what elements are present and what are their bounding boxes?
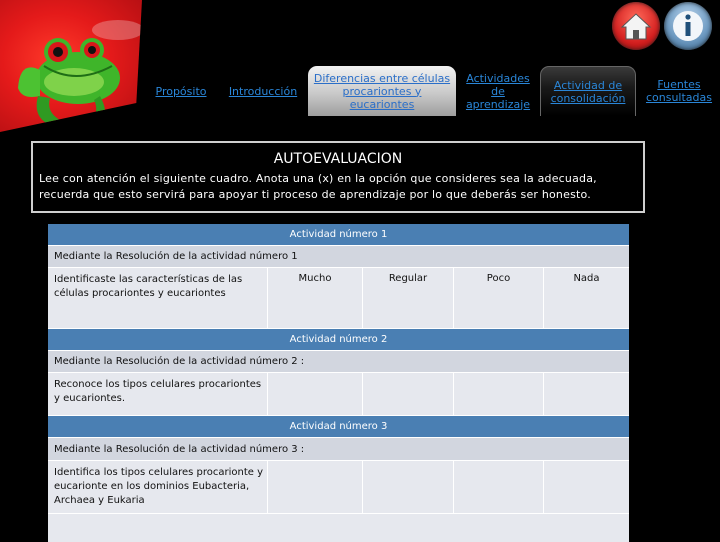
nav-tab-proposito[interactable]: Propósito	[155, 84, 207, 98]
nav-tab-fuentes[interactable]: Fuentes consultadas	[645, 78, 713, 104]
evaluation-table	[48, 224, 629, 542]
activity-1-subtitle: Mediante la Resolución de la actividad número 1	[48, 246, 629, 268]
autoevaluacion-title: AUTOEVALUACION	[273, 151, 403, 167]
activity-3-cell-mucho[interactable]	[268, 461, 363, 513]
activity-3-cell-regular[interactable]	[363, 461, 454, 513]
activity-2-cell-nada[interactable]	[544, 373, 629, 415]
info-button[interactable]	[664, 2, 712, 50]
activity-2-cell-poco[interactable]	[454, 373, 544, 415]
activity-2-criterion: Reconoce los tipos celulares procariontes y eucariontes.	[48, 373, 268, 415]
activity-2-cell-mucho[interactable]	[268, 373, 363, 415]
option-nada[interactable]: Nada	[573, 273, 600, 284]
activity-1-row	[48, 268, 629, 329]
home-button[interactable]	[612, 2, 660, 50]
info-icon	[664, 2, 712, 50]
option-regular[interactable]: Regular	[363, 268, 454, 328]
activity-3-cell-nada[interactable]	[544, 461, 629, 513]
nav-tab-consolidacion[interactable]: Actividad de consolidación	[540, 66, 636, 116]
activity-3-criterion: Identifica los tipos celulares procarionte y eucarionte en los dominios Eubacteria, Archaea y Eukaria	[48, 461, 268, 513]
activity-1-header: Actividad número 1	[48, 224, 629, 246]
activity-3-row	[48, 461, 629, 514]
table-footer-row	[48, 514, 629, 542]
activity-2-cell-regular[interactable]	[363, 373, 454, 415]
nav-tab-introduccion[interactable]: Introducción	[228, 84, 298, 98]
frog-banner-image	[0, 0, 142, 132]
activity-3-subtitle: Mediante la Resolución de la actividad número 3 :	[48, 438, 629, 461]
nav-tab-diferencias[interactable]: Diferencias entre células procariontes y eucariontes	[308, 66, 456, 116]
autoevaluacion-panel	[31, 141, 645, 213]
option-poco[interactable]: Poco	[454, 268, 544, 328]
home-icon	[612, 2, 660, 50]
autoevaluacion-instructions: Lee con atención el siguiente cuadro. Anota una (x) en la opción que consideres sea la adecuada, recuerda que esto servirá para apoyar ti proceso de aprendizaje por lo que deberás ser honesto.	[39, 172, 597, 201]
option-mucho[interactable]: Mucho	[268, 268, 363, 328]
nav-tab-actividades[interactable]: Actividades de aprendizaje	[465, 71, 531, 111]
activity-2-subtitle: Mediante la Resolución de la actividad número 2 :	[48, 351, 629, 373]
activity-2-header: Actividad número 2	[48, 329, 629, 351]
activity-1-criterion: Identificaste las características de las células procariontes y eucariontes	[48, 268, 268, 328]
activity-3-header: Actividad número 3	[48, 416, 629, 438]
activity-2-row	[48, 373, 629, 416]
activity-3-cell-poco[interactable]	[454, 461, 544, 513]
